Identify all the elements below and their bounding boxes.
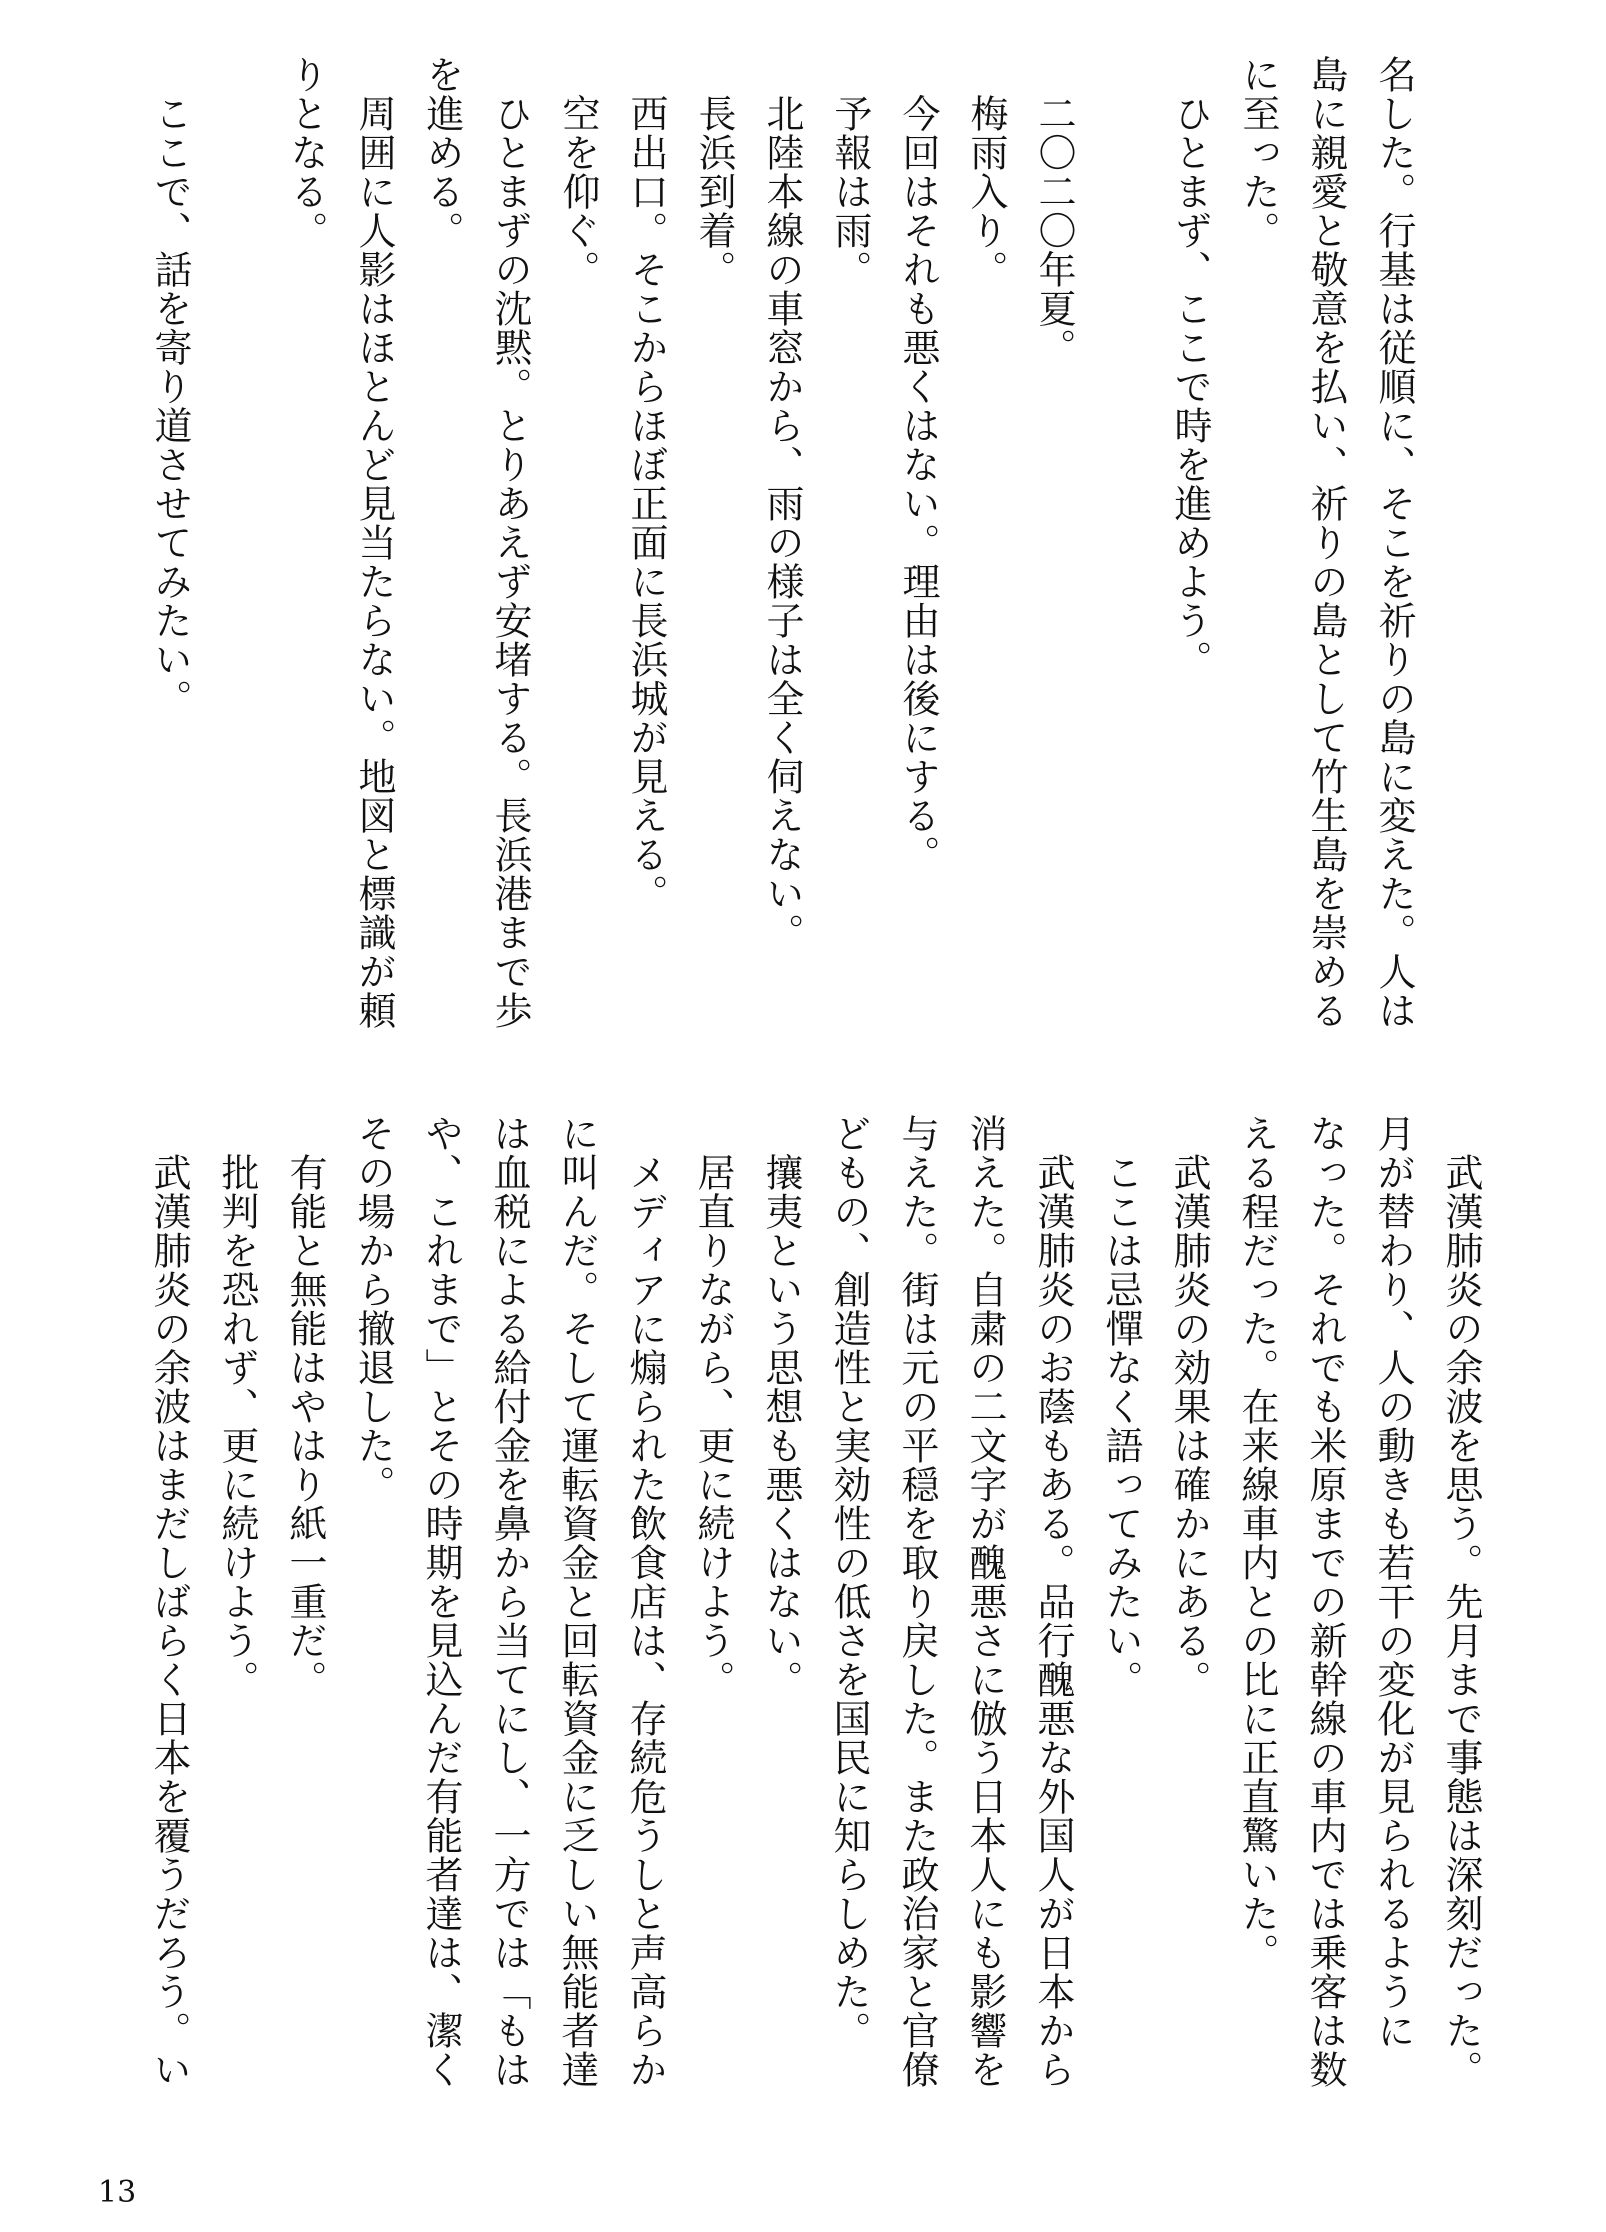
upper-text-block bbox=[136, 55, 1428, 1055]
lower-text-block bbox=[135, 1114, 1495, 2124]
upper-text-line: 予報は雨。 bbox=[828, 55, 872, 289]
lower-text-line: その場から撤退した。 bbox=[351, 1114, 395, 1504]
lower-text-line: や、これまで」とその時期を見込んだ有能者達は、潔く bbox=[419, 1114, 463, 2089]
upper-blank-line bbox=[204, 55, 272, 1055]
lower-text-line: える程だった。在来線車内との比に正直驚いた。 bbox=[1235, 1114, 1279, 1972]
lower-text-line: ここは忌憚なく語ってみたい。 bbox=[1099, 1114, 1143, 1699]
upper-text-line: ここで、話を寄り道させてみたい。 bbox=[148, 55, 192, 718]
upper-text-line: 長浜到着。 bbox=[692, 55, 736, 289]
lower-text-line: 武漢肺炎のお蔭もある。品行醜悪な外国人が日本から bbox=[1031, 1114, 1075, 2089]
lower-text-line: なった。それでも米原までの新幹線の車内では乗客は数 bbox=[1303, 1114, 1347, 2089]
lower-text-line: 有能と無能はやはり紙一重だ。 bbox=[283, 1114, 327, 1699]
lower-text-line: 武漢肺炎の余波を思う。先月まで事態は深刻だった。 bbox=[1439, 1114, 1483, 2089]
upper-text-line: を進める。 bbox=[420, 55, 464, 250]
upper-text-line: 今回はそれも悪くはない。理由は後にする。 bbox=[896, 55, 940, 874]
upper-text-line: 名した。行基は従順に、そこを祈りの島に変えた。人は bbox=[1372, 55, 1416, 1030]
upper-text-line: 空を仰ぐ。 bbox=[556, 55, 600, 289]
lower-text-line: どもの、創造性と実効性の低さを国民に知らしめた。 bbox=[827, 1114, 871, 2050]
lower-text-line: メディアに煽られた飲食店は、存続危うしと声高らか bbox=[623, 1114, 667, 2089]
upper-text-line: 梅雨入り。 bbox=[964, 55, 1008, 289]
lower-text-line: 与えた。街は元の平穏を取り戻した。また政治家と官僚 bbox=[895, 1114, 939, 2089]
upper-text-line: ひとまず、ここで時を進めよう。 bbox=[1168, 55, 1212, 679]
lower-text-line: は血税による給付金を鼻から当てにし、一方では「もは bbox=[487, 1114, 531, 2089]
upper-text-line: りとなる。 bbox=[284, 55, 328, 250]
lower-text-line: 攘夷という思想も悪くはない。 bbox=[759, 1114, 803, 1699]
lower-text-line: 武漢肺炎の余波はまだしばらく日本を覆うだろう。い bbox=[147, 1114, 191, 2089]
lower-text-line: 月が替わり、人の動きも若干の変化が見られるように bbox=[1371, 1114, 1415, 2050]
lower-text-line: に叫んだ。そして運転資金と回転資金に乏しい無能者達 bbox=[555, 1114, 599, 2089]
upper-text-line: ひとまずの沈黙。とりあえず安堵する。長浜港まで歩 bbox=[488, 55, 532, 1030]
lower-text-line: 消えた。自粛の二文字が醜悪さに倣う日本人にも影響を bbox=[963, 1114, 1007, 2089]
lower-text-line: 批判を恐れず、更に続けよう。 bbox=[215, 1114, 259, 1699]
upper-text-line: 北陸本線の車窓から、雨の様子は全く伺えない。 bbox=[760, 55, 804, 952]
upper-blank-line bbox=[1088, 55, 1156, 1055]
lower-text-line: 居直りながら、更に続けよう。 bbox=[691, 1114, 735, 1699]
page-number: 13 bbox=[98, 2175, 137, 2210]
upper-text-line: 西出口。そこからほぼ正面に長浜城が見える。 bbox=[624, 55, 668, 913]
upper-text-line: に至った。 bbox=[1236, 55, 1280, 250]
upper-text-line: 周囲に人影はほとんど見当たらない。地図と標識が頼 bbox=[352, 55, 396, 1030]
upper-text-line: 島に親愛と敬意を払い、祈りの島として竹生島を崇める bbox=[1304, 55, 1348, 1030]
lower-text-line: 武漢肺炎の効果は確かにある。 bbox=[1167, 1114, 1211, 1699]
upper-text-line: 二〇二〇年夏。 bbox=[1032, 55, 1076, 367]
